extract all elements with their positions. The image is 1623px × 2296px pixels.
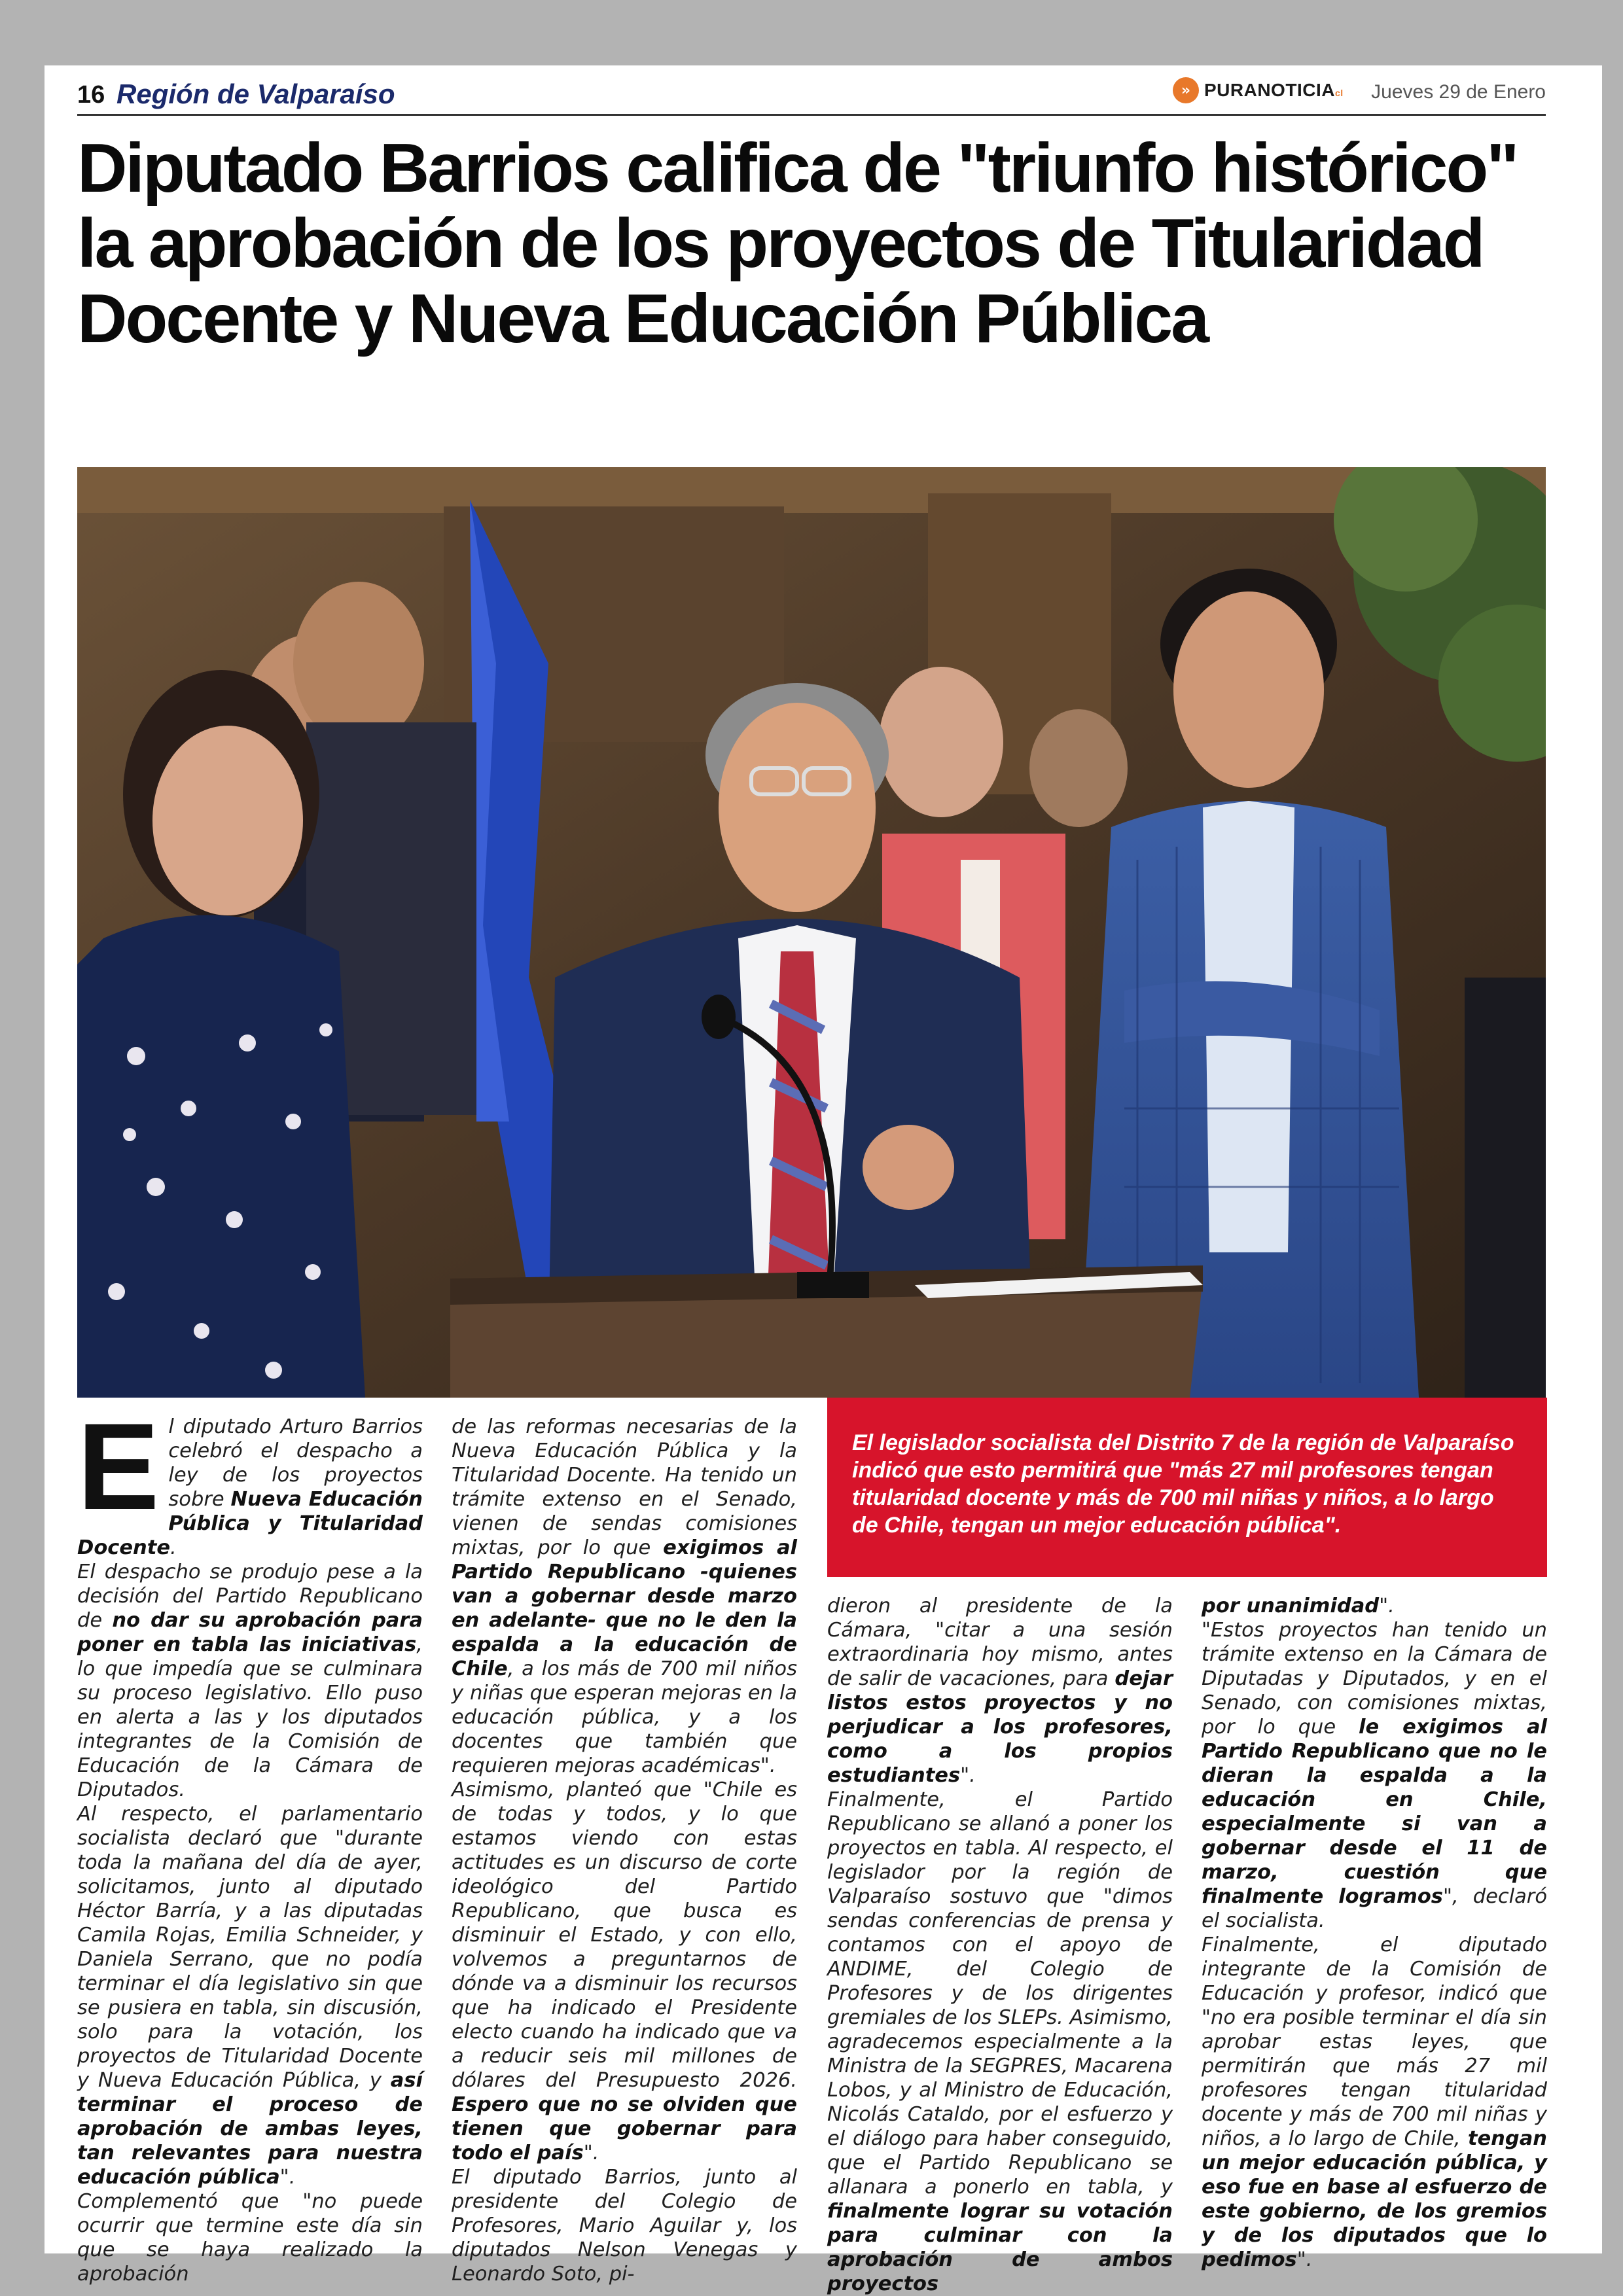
issue-date: Jueves 29 de Enero — [1371, 81, 1546, 103]
article-column-1 — [77, 1398, 423, 2286]
article-column-2 — [452, 1415, 797, 2286]
article-column-4 — [1202, 1594, 1547, 2272]
headline: Diputado Barrios califica de "triunfo histórico" la aprobación de los proyectos de Titularidad Docente y Nueva Educación Pública — [77, 130, 1518, 357]
paragraph: por unanimidad". — [1202, 1595, 1395, 1617]
paragraph: Finalmente, el Partido Republicano se allanó a poner los proyectos en tabla. Al respecto, el legislador por la región de Valparaíso sostuvo que "dimos sendas conferencias de prensa y contamos con el apoyo de ANDIME, del Colegio de Profesores y de los dirigentes gremiales de los SLEPs. Asimismo, agradecemos especialmente a la Ministra de la SEGPRES, Macarena Lobos, y al Ministro de Educación, Nicolás Cataldo, por el esfuerzo y el diálogo para haber conseguido, que el Partido Republicano se allanara a ponerlo en tabla, y finalmente lograr su votación para culminar con la aprobación de ambos proyectos — [827, 1788, 1173, 2295]
paragraph: Al respecto, el parlamentario socialista declaró que "durante toda la mañana del día de ayer, solicitamos, junto al diputado Héctor Barría, y a las diputadas Camila Rojas, Emilia Schneider, y Daniela Serrano, que no podía terminar el día legislativo sin que se pusiera en tabla, sin discusión, solo para la votación, los proyectos de Titularidad Docente y Nueva Educación Pública, y así terminar el proceso de aprobación de ambas leyes, tan relevantes para nuestra educación pública". — [77, 1803, 423, 2189]
drop-cap: E — [77, 1398, 160, 1535]
paragraph: dieron al presidente de la Cámara, "citar a una sesión extraordinaria hoy mismo, antes de salir de vacaciones, para dejar listos estos proyectos y no perjudicar a los profesores, como a los propios estudiantes". — [827, 1595, 1173, 1787]
header-divider — [77, 114, 1546, 116]
section-title: Región de Valparaíso — [116, 79, 395, 109]
page-number: 16 — [77, 81, 105, 109]
chevrons-icon: » — [1173, 77, 1199, 103]
paragraph: Finalmente, el diputado integrante de la Comisión de Educación y profesor, indicó que "no era posible terminar el día sin aprobar estas leyes, que permitirán que más 27 mil profesores tengan titularidad docente y más de 700 mil niñas y niños, a lo largo de Chile, tengan un mejor educación pública, y eso fue en base al esfuerzo de este gobierno, de los gremios y de los diputados que lo pedimos". — [1202, 1934, 1547, 2271]
logo-text: PURANOTICIAcl — [1204, 80, 1344, 100]
pull-quote-text: El legislador socialista del Distrito 7 de la región de Valparaíso indicó que esto permitirá que "más 27 mil profesores tengan titularidad docente y más de 700 mil niñas y niños, a lo largo de Chile, tengan un mejor educación pública". — [852, 1430, 1514, 1538]
paragraph: El despacho se produjo pese a la decisión del Partido Republicano de no dar su aprobación para poner en tabla las iniciativas, lo que impedía que se culminara su proceso legislativo. Ello puso en alerta a las y los diputados integrantes de la Comisión de Educación de la Cámara de Diputados. — [77, 1561, 423, 1801]
paragraph: El diputado Barrios, junto al presidente del Colegio de Profesores, Mario Aguilar y, los diputados Nelson Venegas y Leonardo Soto, pi- — [452, 2166, 797, 2286]
paragraph: l diputado Arturo Barrios celebró el despacho a ley de los proyectos sobre Nueva Educación Pública y Titularidad Docente. — [77, 1415, 423, 1559]
paragraph: "Estos proyectos han tenido un trámite extenso en la Cámara de Diputadas y Diputados, y en el Senado, con comisiones mixtas, por lo que le exigimos al Partido Republicano que no le dieran la espalda a la educación en Chile, especialmente si van a gobernar desde el 11 de marzo, cuestión que finalmente logramos", declaró el socialista. — [1202, 1619, 1547, 1932]
paragraph: Asimismo, planteó que "Chile es de todas y todos, y lo que estamos viendo con estas actitudes es un discurso de corte ideológico del Partido Republicano, que busca es disminuir el Estado, y con ello, volvemos a preguntarnos de dónde va a disminuir los recursos que ha indicado el Presidente electo cuando ha indicado que va a reducir seis mil millones de dólares del Presupuesto 2026. Espero que no se olviden que tienen que gobernar para todo el país". — [452, 1778, 797, 2164]
pull-quote-callout — [827, 1398, 1547, 1577]
press-conference-photo — [77, 467, 1546, 1398]
article-column-3 — [827, 1594, 1173, 2296]
puranoticia-logo — [1173, 77, 1344, 103]
paragraph: de las reformas necesarias de la Nueva Educación Pública y la Titularidad Docente. Ha tenido un trámite extenso en el Senado, vienen de sendas comisiones mixtas, por lo que exigimos al Partido Republicano -quienes van a gobernar desde marzo en adelante- que no le den la espalda a la educación de Chile, a los más de 700 mil niños y niñas que esperan mejoras en la educación pública, y a los docentes que también que requieren mejoras académicas". — [452, 1415, 797, 1777]
paragraph: Complementó que "no puede ocurrir que termine este día sin que se haya realizado la aprobación — [77, 2190, 423, 2286]
